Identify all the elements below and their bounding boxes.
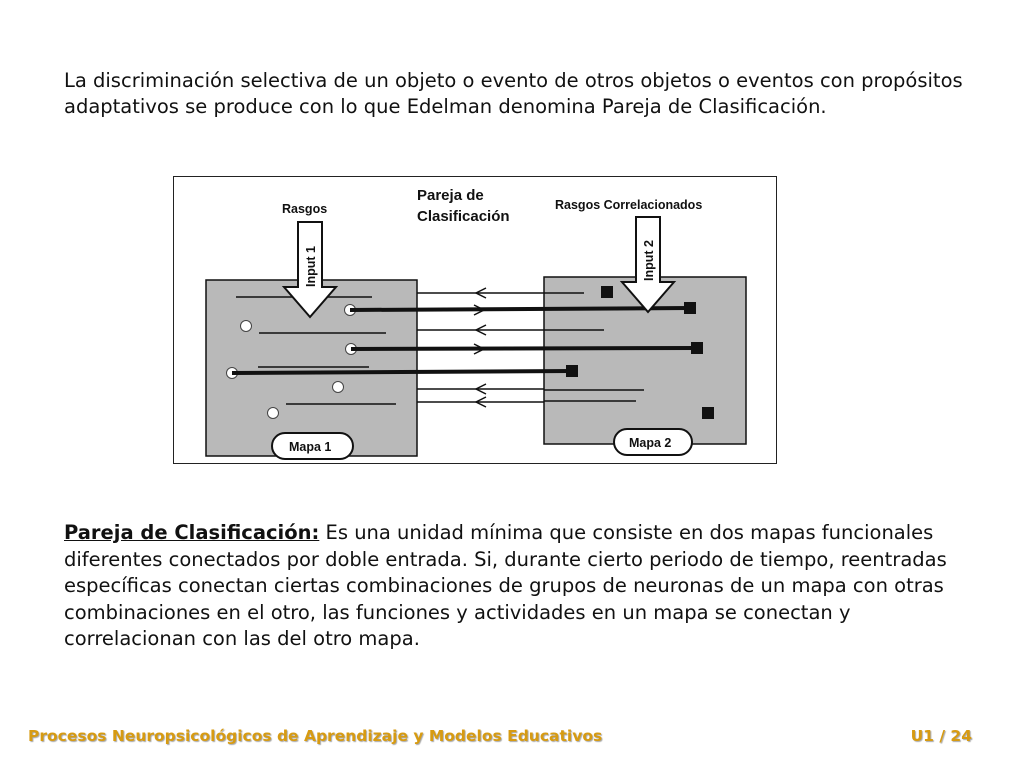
diagram-title-line2: Clasificación [417,208,510,225]
intro-paragraph: La discriminación selectiva de un objeto o evento de otros objetos o eventos con propósitos adaptativos se produce con lo que Edelman denomina Pareja de Clasificación. [64,69,963,118]
definition-term: Pareja de Clasificación: [64,521,320,544]
diagram-title-line1: Pareja de [417,187,484,204]
right-features-label: Rasgos Correlacionados [555,198,703,212]
definition-body: Es una unidad mínima que consiste en dos mapas funcionales diferentes conectados por doble entrada. Si, durante cierto periodo de tiempo, reentradas específicas conectan ciertas combinaciones de grupos de neuronas de un mapa con otras combinaciones en el otro, las funciones y actividades en un mapa se conectan y correlacionan con las del otro mapa. [64,521,947,650]
neuron-dot [241,321,252,332]
left-features-label: Rasgos [282,202,328,216]
classification-couple-diagram [173,176,777,464]
definition-paragraph [64,520,964,653]
neuron-dot [333,382,344,393]
map-1-label: Mapa 1 [289,440,332,454]
input-2-label: Input 2 [642,240,656,281]
footer-course-title: Procesos Neuropsicológicos de Aprendizaje y Modelos Educativos [28,727,603,745]
neuron-square [702,407,714,419]
map-2-label: Mapa 2 [629,436,672,450]
neuron-dot [268,408,279,419]
neuron-square [601,286,613,298]
footer-page-number: U1 / 24 [910,727,972,745]
input-1-label: Input 1 [304,246,318,287]
